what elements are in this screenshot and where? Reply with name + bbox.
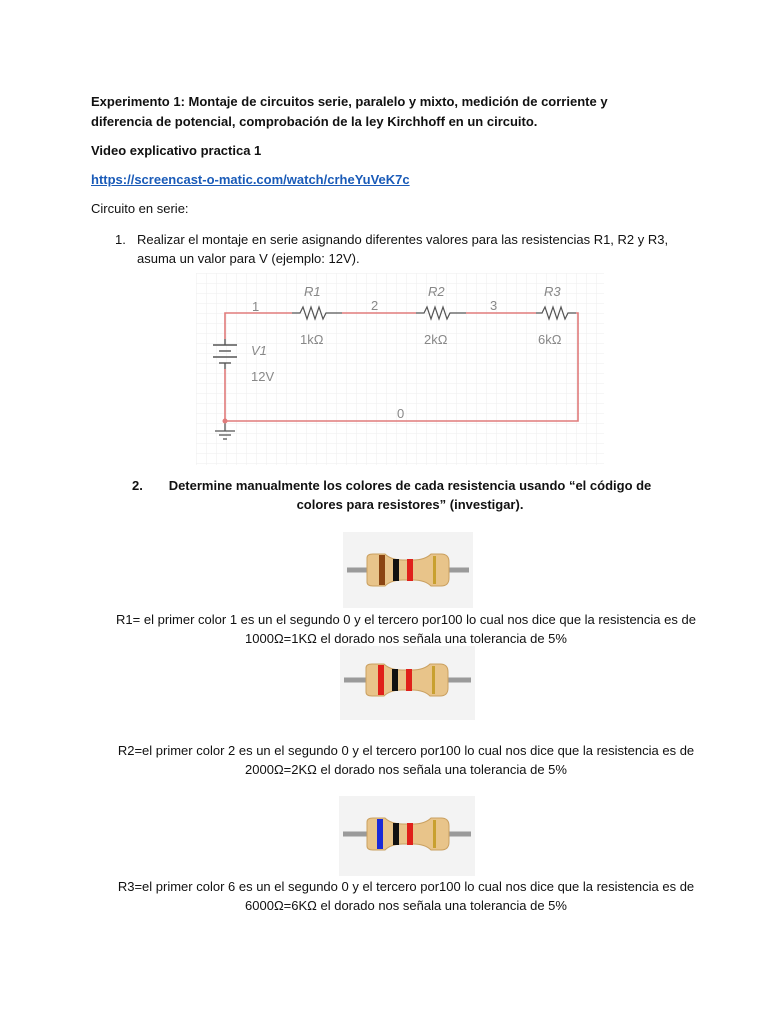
r1-band-1 <box>379 555 385 585</box>
ground-node-dot <box>223 419 228 424</box>
node-label-1: 1 <box>252 299 260 314</box>
node-label-3: 3 <box>490 298 498 313</box>
r2-value: 2kΩ <box>424 332 448 347</box>
r1-value: 1kΩ <box>300 332 324 347</box>
r2-name: R2 <box>428 284 445 299</box>
r1-name: R1 <box>304 284 321 299</box>
source-value: 12V <box>251 369 275 384</box>
r3-name: R3 <box>544 284 561 299</box>
source-name: V1 <box>251 343 267 358</box>
step-2-text: Determine manualmente los colores de cada resistencia usando “el código de colores para resistores” (investigar). <box>168 478 652 512</box>
r2-band-2 <box>392 669 398 691</box>
r2-band-4 <box>432 666 435 694</box>
r3-value: 6kΩ <box>538 332 562 347</box>
series-label: Circuito en serie: <box>91 201 189 216</box>
r1-band-2 <box>393 559 399 581</box>
node-label-2: 2 <box>371 298 379 313</box>
r3-band-4 <box>433 820 436 848</box>
resistor-r3-photo <box>339 796 475 876</box>
node-label-0: 0 <box>397 406 405 421</box>
step-1-number: 1. <box>115 232 126 247</box>
r3-band-3 <box>407 823 413 845</box>
step-2-number: 2. <box>132 478 143 493</box>
r3-band-2 <box>393 823 399 845</box>
document-title: Experimento 1: Montaje de circuitos serie, paralelo y mixto, medición de corriente y diferencia de potencial, comprobación de la ley Kirchhoff en un circuito. <box>91 94 608 129</box>
r2-band-1 <box>378 665 384 695</box>
video-link[interactable]: https://screencast-o-matic.com/watch/crheYuVeK7c <box>91 172 410 187</box>
series-circuit-diagram <box>196 273 604 465</box>
r1-band-4 <box>433 556 436 584</box>
r3-band-1 <box>377 819 383 849</box>
r1-description: R1= el primer color 1 es un el segundo 0 y el tercero por100 lo cual nos dice que la resistencia es de 1000Ω=1KΩ el dorado nos señala una tolerancia de 5% <box>116 612 696 646</box>
step-1-text: Realizar el montaje en serie asignando diferentes valores para las resistencias R1, R2 y R3, asuma un valor para V (ejemplo: 12V). <box>137 232 669 266</box>
r1-band-3 <box>407 559 413 581</box>
r2-band-3 <box>406 669 412 691</box>
r3-description: R3=el primer color 6 es un el segundo 0 y el tercero por100 lo cual nos dice que la resistencia es de 6000Ω=6KΩ el dorado nos señala una tolerancia de 5% <box>117 879 695 913</box>
resistor-r1-photo <box>343 532 473 608</box>
r2-description: R2=el primer color 2 es un el segundo 0 y el tercero por100 lo cual nos dice que la resistencia es de 2000Ω=2KΩ el dorado nos señala una tolerancia de 5% <box>117 743 695 777</box>
video-label: Video explicativo practica 1 <box>91 143 262 158</box>
resistor-r2-photo <box>340 646 475 720</box>
